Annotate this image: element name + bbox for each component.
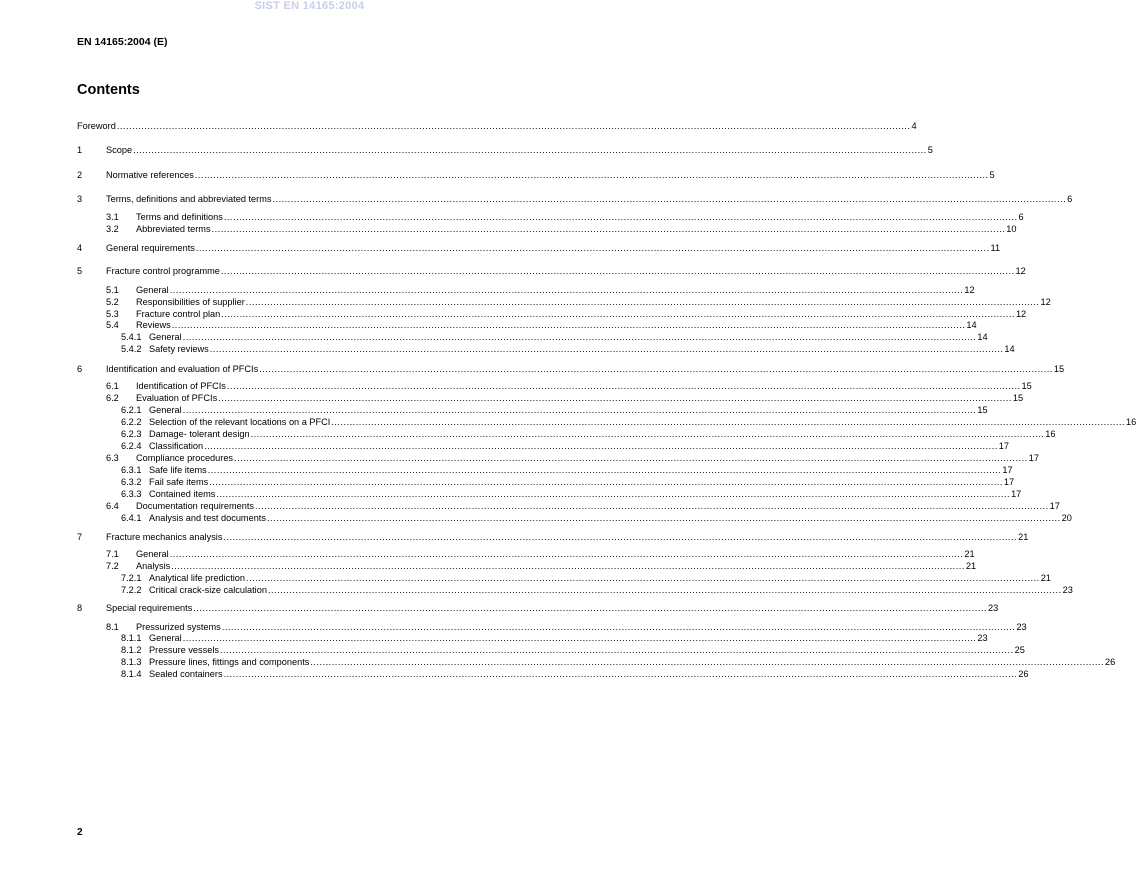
toc-entry-title: Compliance procedures (136, 453, 234, 463)
toc-entry[interactable] (106, 622, 1027, 633)
toc-entry-title: Documentation requirements (136, 501, 254, 511)
toc-entry[interactable] (77, 194, 1073, 205)
toc-entry-number: 8.1 (106, 622, 119, 632)
dot-leader: .................................................................................................................................................................................................................................................................... (182, 332, 977, 342)
toc-entry-number: 6 (77, 364, 83, 374)
dot-leader: .................................................................................................................................................................................................................................................................... (223, 669, 1018, 679)
toc-entry-number: 8.1.1 (121, 633, 142, 643)
toc-entry-number: 7.2 (106, 561, 119, 571)
toc-entry[interactable] (121, 441, 1010, 452)
toc-entry-page: 15 (1053, 364, 1065, 374)
toc-entry-title: Fracture mechanics analysis (106, 532, 223, 542)
toc-entry-page: 15 (977, 405, 988, 415)
toc-entry-title: Abbreviated terms (136, 224, 211, 234)
toc-entry-title: Identification of PFCIs (136, 381, 226, 391)
toc-entry-title: Terms and definitions (136, 212, 223, 222)
toc-entry[interactable] (77, 532, 1029, 543)
toc-entry-page: 16 (1125, 417, 1136, 427)
dot-leader: .................................................................................................................................................................................................................................................................... (331, 417, 1125, 427)
toc-entry-number: 6.4.1 (121, 513, 142, 523)
toc-entry-number: 6.3.2 (121, 477, 142, 487)
toc-entry[interactable] (106, 381, 1032, 392)
page-number: 2 (77, 827, 83, 838)
toc-entry-title: Safe life items (149, 465, 207, 475)
toc-entry[interactable] (121, 513, 1072, 524)
toc-entry-number: 3.1 (106, 212, 119, 222)
toc-entry[interactable] (121, 489, 1022, 500)
dot-leader: .................................................................................................................................................................................................................................................................... (116, 121, 911, 131)
toc-entry-number: 6.2 (106, 393, 119, 403)
toc-entry-page: 16 (1045, 429, 1056, 439)
toc-entry-title: Normative references (106, 170, 194, 180)
toc-entry-number: 6.3 (106, 453, 119, 463)
toc-entry-number: 8.1.4 (121, 669, 142, 679)
toc-entry-title: Analysis and test documents (149, 513, 266, 523)
toc-entry-page: 11 (990, 243, 1001, 253)
toc-entry[interactable] (77, 170, 995, 181)
toc-entry-page: 12 (1015, 309, 1027, 319)
dot-leader: .................................................................................................................................................................................................................................................................... (310, 657, 1105, 667)
toc-entry-number: 3.2 (106, 224, 119, 234)
toc-entry[interactable] (106, 309, 1027, 320)
toc-entry-title: Selection of the relevant locations on a PFCI (149, 417, 331, 427)
toc-entry-title: Sealed containers (149, 669, 223, 679)
toc-entry-title: Pressurized systems (136, 622, 221, 632)
dot-leader: .................................................................................................................................................................................................................................................................... (211, 224, 1006, 234)
toc-entry[interactable] (106, 297, 1051, 308)
toc-entry-number: 5.2 (106, 297, 119, 307)
toc-entry[interactable] (106, 320, 977, 331)
toc-entry[interactable] (121, 633, 988, 644)
toc-entry-title: Special requirements (106, 603, 193, 613)
toc-entry-page: 26 (1105, 657, 1116, 667)
toc-entry-title: Pressure lines, fittings and components (149, 657, 310, 667)
toc-entry-number: 4 (77, 243, 83, 253)
toc-entry-number: 5.3 (106, 309, 119, 319)
toc-entry[interactable] (121, 465, 1013, 476)
toc-entry-title: Scope (106, 145, 133, 155)
dot-leader: .................................................................................................................................................................................................................................................................... (133, 145, 927, 155)
toc-entry-title: Terms, definitions and abbreviated terms (106, 194, 272, 204)
toc-entry-page: 23 (1016, 622, 1027, 632)
toc-entry-number: 6.2.1 (121, 405, 142, 415)
dot-leader: .................................................................................................................................................................................................................................................................... (194, 170, 989, 180)
toc-entry[interactable] (106, 561, 977, 572)
toc-entry[interactable] (77, 364, 1065, 375)
toc-entry-page: 17 (1002, 465, 1013, 475)
toc-entry-title: Foreword (77, 121, 116, 131)
dot-leader: .................................................................................................................................................................................................................................................................... (254, 501, 1049, 511)
toc-entry-number: 5.4.2 (121, 344, 142, 354)
toc-entry-title: Fracture control plan (136, 309, 221, 319)
toc-entry-title: General (136, 285, 169, 295)
toc-entry-title: Fail safe items (149, 477, 209, 487)
dot-leader: .................................................................................................................................................................................................................................................................... (259, 364, 1053, 374)
dot-leader: .................................................................................................................................................................................................................................................................... (219, 645, 1014, 655)
dot-leader: .................................................................................................................................................................................................................................................................... (218, 393, 1012, 403)
toc-entry-number: 7.1 (106, 549, 119, 559)
toc-entry[interactable] (77, 145, 933, 156)
toc-entry[interactable] (121, 405, 988, 416)
toc-entry-page: 12 (1015, 266, 1026, 276)
toc-entry-page: 5 (927, 145, 933, 155)
toc-entry[interactable] (121, 645, 1025, 656)
toc-entry[interactable] (121, 417, 1136, 428)
toc-entry-page: 6 (1018, 212, 1024, 222)
toc-entry-page: 21 (964, 549, 975, 559)
toc-entry-page: 26 (1018, 669, 1029, 679)
toc-entry-number: 5.1 (106, 285, 119, 295)
toc-entry-page: 23 (987, 603, 999, 613)
toc-entry-title: Responsibilities of supplier (136, 297, 245, 307)
toc-entry-page: 12 (1040, 297, 1051, 307)
toc-entry-page: 14 (966, 320, 977, 330)
toc-entry-number: 5.4 (106, 320, 119, 330)
toc-entry-title: Critical crack-size calculation (149, 585, 267, 595)
dot-leader: .................................................................................................................................................................................................................................................................... (245, 297, 1040, 307)
toc-entry-number: 7.2.1 (121, 573, 142, 583)
toc-entry-number: 5 (77, 266, 83, 276)
toc-entry-page: 15 (1012, 393, 1024, 403)
toc-entry-page: 20 (1061, 513, 1072, 523)
toc-entry[interactable] (106, 453, 1039, 464)
dot-leader: .................................................................................................................................................................................................................................................................... (250, 429, 1045, 439)
toc-entry-title: General (149, 405, 182, 415)
toc-entry[interactable] (106, 285, 975, 296)
toc-entry-page: 15 (1021, 381, 1032, 391)
toc-entry-number: 8.1.3 (121, 657, 142, 667)
dot-leader: .................................................................................................................................................................................................................................................................... (204, 441, 998, 451)
toc-entry-page: 6 (1067, 194, 1073, 204)
toc-entry-number: 7 (77, 532, 83, 542)
toc-entry-number: 6.2.2 (121, 417, 142, 427)
toc-entry-title: General (149, 633, 182, 643)
page-title: Contents (77, 82, 140, 98)
dot-leader: .................................................................................................................................................................................................................................................................... (195, 243, 990, 253)
toc-entry-page: 12 (964, 285, 975, 295)
dot-leader: .................................................................................................................................................................................................................................................................... (169, 549, 964, 559)
dot-leader: .................................................................................................................................................................................................................................................................... (266, 513, 1061, 523)
toc-entry-page: 4 (911, 121, 917, 131)
document-id: EN 14165:2004 (E) (77, 36, 168, 48)
toc-entry-title: Analysis (136, 561, 171, 571)
toc-entry-number: 6.2.4 (121, 441, 142, 451)
toc-entry-number: 6.2.3 (121, 429, 142, 439)
toc-entry-title: Safety reviews (149, 344, 209, 354)
toc-entry-title: General requirements (106, 243, 195, 253)
toc-entry-page: 17 (1003, 477, 1015, 487)
dot-leader: .................................................................................................................................................................................................................................................................... (182, 405, 977, 415)
toc-entry[interactable] (121, 344, 1015, 355)
toc-entry-page: 10 (1006, 224, 1017, 234)
toc-entry-title: General (149, 332, 182, 342)
toc-entry[interactable] (121, 429, 1056, 440)
toc-entry-number: 3 (77, 194, 83, 204)
toc-entry-number: 6.4 (106, 501, 119, 511)
watermark: SIST EN 14165:2004 (254, 0, 365, 12)
toc-entry[interactable] (77, 121, 917, 132)
toc-entry-page: 23 (1062, 585, 1073, 595)
toc-entry-number: 2 (77, 170, 83, 180)
toc-entry[interactable] (77, 243, 1001, 254)
toc-entry-title: General (136, 549, 169, 559)
toc-entry-number: 6.3.3 (121, 489, 142, 499)
toc-entry-page: 17 (1049, 501, 1060, 511)
toc-entry[interactable] (121, 657, 1116, 668)
toc-entry-page: 21 (1040, 573, 1051, 583)
toc-entry[interactable] (106, 393, 1024, 404)
dot-leader: .................................................................................................................................................................................................................................................................... (171, 561, 965, 571)
toc-entry-number: 1 (77, 145, 83, 155)
dot-leader: .................................................................................................................................................................................................................................................................... (182, 633, 977, 643)
toc-entry[interactable] (121, 669, 1029, 680)
dot-leader: .................................................................................................................................................................................................................................................................... (223, 212, 1018, 222)
toc-entry-number: 8 (77, 603, 83, 613)
toc-entry-page: 25 (1014, 645, 1025, 655)
dot-leader: .................................................................................................................................................................................................................................................................... (223, 532, 1018, 542)
toc-entry-page: 17 (1011, 489, 1022, 499)
dot-leader: .................................................................................................................................................................................................................................................................... (272, 194, 1067, 204)
dot-leader: .................................................................................................................................................................................................................................................................... (226, 381, 1021, 391)
toc-entry-title: Damage- tolerant design (149, 429, 250, 439)
toc-entry[interactable] (121, 477, 1015, 488)
toc-entry[interactable] (121, 573, 1051, 584)
toc-entry-title: Classification (149, 441, 204, 451)
toc-entry[interactable] (121, 332, 988, 343)
dot-leader: .................................................................................................................................................................................................................................................................... (220, 266, 1015, 276)
toc-entry-title: Fracture control programme (106, 266, 220, 276)
dot-leader: .................................................................................................................................................................................................................................................................... (171, 320, 966, 330)
toc-entry[interactable] (106, 501, 1060, 512)
toc-entry-title: Pressure vessels (149, 645, 219, 655)
toc-entry-number: 7.2.2 (121, 585, 142, 595)
dot-leader: .................................................................................................................................................................................................................................................................... (267, 585, 1062, 595)
toc-entry[interactable] (106, 224, 1017, 235)
toc-entry[interactable] (106, 549, 975, 560)
dot-leader: .................................................................................................................................................................................................................................................................... (169, 285, 964, 295)
dot-leader: .................................................................................................................................................................................................................................................................... (234, 453, 1028, 463)
toc-entry-page: 14 (1004, 344, 1015, 354)
toc-entry-title: Analytical life prediction (149, 573, 246, 583)
dot-leader: .................................................................................................................................................................................................................................................................... (221, 309, 1015, 319)
toc-entry-title: Contained items (149, 489, 216, 499)
toc-entry-page: 17 (998, 441, 1010, 451)
toc-entry[interactable] (121, 585, 1073, 596)
toc-entry[interactable] (77, 603, 999, 614)
toc-entry-page: 14 (977, 332, 988, 342)
toc-entry-page: 21 (965, 561, 977, 571)
dot-leader: .................................................................................................................................................................................................................................................................... (207, 465, 1002, 475)
dot-leader: .................................................................................................................................................................................................................................................................... (216, 489, 1011, 499)
dot-leader: .................................................................................................................................................................................................................................................................... (193, 603, 987, 613)
toc-entry-page: 17 (1028, 453, 1039, 463)
toc-entry-number: 6.3.1 (121, 465, 142, 475)
toc-entry-number: 5.4.1 (121, 332, 142, 342)
toc-entry-title: Evaluation of PFCIs (136, 393, 218, 403)
toc-entry-number: 6.1 (106, 381, 119, 391)
toc-entry[interactable] (106, 212, 1024, 223)
dot-leader: .................................................................................................................................................................................................................................................................... (221, 622, 1016, 632)
toc-entry-page: 5 (989, 170, 995, 180)
toc-entry-number: 8.1.2 (121, 645, 142, 655)
toc-entry-page: 21 (1018, 532, 1029, 542)
toc-entry-page: 23 (977, 633, 988, 643)
dot-leader: .................................................................................................................................................................................................................................................................... (209, 477, 1003, 487)
toc-entry[interactable] (77, 266, 1026, 277)
toc-entry-title: Reviews (136, 320, 171, 330)
toc-entry-title: Identification and evaluation of PFCIs (106, 364, 259, 374)
dot-leader: .................................................................................................................................................................................................................................................................... (209, 344, 1004, 354)
dot-leader: .................................................................................................................................................................................................................................................................... (246, 573, 1040, 583)
